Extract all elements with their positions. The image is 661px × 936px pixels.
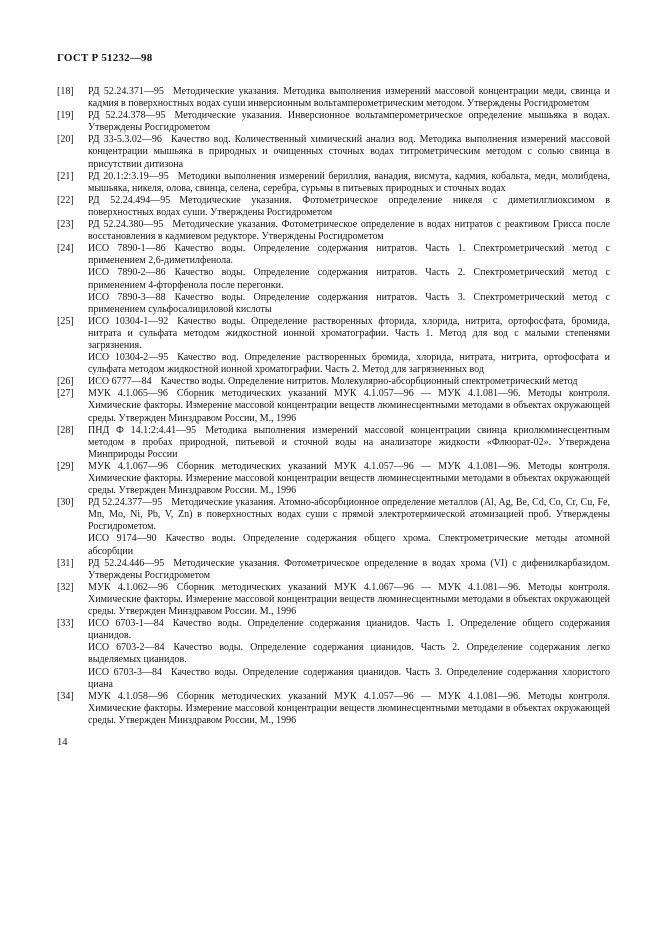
reference-entry bbox=[88, 267, 610, 291]
reference-number: [34] bbox=[57, 690, 74, 702]
reference-number: [25] bbox=[57, 315, 74, 327]
reference-item bbox=[57, 388, 610, 424]
page-number: 14 bbox=[57, 736, 68, 748]
reference-entry bbox=[88, 667, 610, 691]
reference-number: [23] bbox=[57, 219, 74, 231]
reference-number: [24] bbox=[57, 243, 74, 255]
reference-item bbox=[57, 376, 610, 388]
reference-text: Сборник методических указаний МУК 4.1.057—96 — МУК 4.1.081—96. Методы контроля. Химические факторы. Измерение массовой концентрации веществ люминесцентными методами в объектах окружающей среды. Утвержден Минздравом России. М., 1996 bbox=[88, 460, 610, 497]
reference-entries bbox=[88, 497, 610, 557]
reference-entry bbox=[88, 110, 610, 134]
reference-code: ИСО 6777—84 bbox=[88, 376, 152, 388]
reference-number: [22] bbox=[57, 194, 74, 206]
reference-number: [30] bbox=[57, 497, 74, 509]
reference-entries bbox=[88, 86, 610, 110]
references-list bbox=[57, 86, 610, 727]
reference-number: [18] bbox=[57, 86, 74, 97]
reference-code: РД 20.1:2:3.19—95 bbox=[88, 170, 169, 182]
reference-entry bbox=[88, 376, 610, 388]
reference-entries bbox=[88, 618, 610, 691]
reference-code: ИСО 7890-2—86 bbox=[88, 267, 166, 279]
document-header: ГОСТ Р 51232—98 bbox=[57, 52, 153, 64]
reference-entry bbox=[88, 425, 610, 461]
reference-entry bbox=[88, 691, 610, 727]
reference-item bbox=[57, 618, 610, 691]
reference-number: [32] bbox=[57, 581, 74, 593]
reference-code: ИСО 6703-1—84 bbox=[88, 618, 164, 630]
reference-item bbox=[57, 425, 610, 461]
reference-entries bbox=[88, 425, 610, 461]
reference-code: РД 52.24.380—95 bbox=[88, 219, 164, 231]
reference-code: ИСО 9174—90 bbox=[88, 533, 157, 545]
reference-number: [19] bbox=[57, 110, 74, 122]
reference-entries bbox=[88, 171, 610, 195]
reference-entry bbox=[88, 195, 610, 219]
reference-item bbox=[57, 171, 610, 195]
reference-number: [20] bbox=[57, 134, 74, 146]
reference-entry bbox=[88, 558, 610, 582]
reference-entry bbox=[88, 533, 610, 557]
reference-text: Методики выполнения измерений бериллия, ванадия, висмута, кадмия, кобальта, меди, молибдена, мышьяка, никеля, олова, свинца, селена, серебра, сурьмы в питьевых природных и сточных водах bbox=[88, 170, 610, 194]
reference-number: [31] bbox=[57, 557, 74, 569]
reference-code: РД 33-5.3.02—96 bbox=[88, 134, 162, 146]
reference-text: Качество воды. Определение содержания нитратов. Часть 3. Спектрометрический метод с применением сульфосалициловой кислоты bbox=[88, 291, 610, 315]
reference-code: ИСО 6703-2—84 bbox=[88, 642, 165, 654]
reference-entries bbox=[88, 691, 610, 727]
reference-item bbox=[57, 582, 610, 618]
reference-text: Качество воды. Определение содержания цианидов. Часть 3. Определение содержания хлористого циана bbox=[88, 666, 610, 690]
reference-text: Качество воды. Определение содержания цианидов. Часть 1. Определение общего содержания цианидов. bbox=[88, 618, 610, 642]
reference-number: [33] bbox=[57, 618, 74, 630]
reference-entries bbox=[88, 388, 610, 424]
reference-text: Методические указания. Фотометрическое определение никеля с диметилглиоксимом в поверхностных водах суши. Утверждены Росгидрометом bbox=[88, 194, 610, 218]
reference-entries bbox=[88, 582, 610, 618]
reference-code: ИСО 10304-2—95 bbox=[88, 352, 169, 364]
reference-item bbox=[57, 110, 610, 134]
reference-text: Методические указания. Инверсионное вольтамперометрическое определение мышьяка в водах. Утверждены Росгидрометом bbox=[88, 110, 610, 134]
reference-code: РД 52.24.494—95 bbox=[88, 194, 171, 206]
reference-item bbox=[57, 691, 610, 727]
reference-text: Сборник методических указаний МУК 4.1.067—96 — МУК 4.1.081—96. Методы контроля. Химические факторы. Измерение массовой концентрации веществ люминесцентными методами в объектах окружающей среды. Утвержден Минздравом России. М., 1996 bbox=[88, 581, 610, 618]
reference-item bbox=[57, 316, 610, 376]
reference-entry bbox=[88, 582, 610, 618]
reference-code: РД 52.24.446—95 bbox=[88, 557, 165, 569]
reference-text: Сборник методических указаний МУК 4.1.057—96 — МУК 4.1.081—96. Методы контроля. Химические факторы. Измерение массовой концентрации веществ люминесцентными методами в объектах окружающей среды. Утвержден Минздравом России, М., 1996 bbox=[88, 388, 610, 424]
reference-entries bbox=[88, 195, 610, 219]
reference-entries bbox=[88, 558, 610, 582]
reference-entry bbox=[88, 352, 610, 376]
reference-entry bbox=[88, 461, 610, 497]
reference-entry bbox=[88, 134, 610, 170]
reference-entry bbox=[88, 86, 610, 110]
reference-number: [27] bbox=[57, 388, 74, 400]
reference-code: РД 52.24.377—95 bbox=[88, 497, 163, 509]
reference-number: [26] bbox=[57, 376, 74, 388]
reference-code: ПНД Ф 14.1:2:4.41—95 bbox=[88, 424, 197, 436]
reference-text: Качество воды. Определение содержания нитратов. Часть 2. Спектрометрический метод с применением 4-фторфенола после перегонки. bbox=[88, 267, 610, 291]
reference-code: ИСО 7890-1—86 bbox=[88, 243, 166, 255]
reference-text: Качество воды. Определение нитритов. Молекулярно-абсорбционный спектрометрический метод bbox=[160, 376, 578, 388]
reference-entries bbox=[88, 376, 610, 388]
reference-text: Методические указания. Атомно-абсорбционное определение металлов (Al, Ag, Be, Cd, Co, Cr, Cu, Fe, Mn, Mo, Ni, Pb, V, Zn) в поверхностных водах суши с прямой электротермической атомизацией проб. Утверждены Росгидрометом. bbox=[88, 497, 610, 533]
reference-entries bbox=[88, 461, 610, 497]
reference-text: Качество вод. Определение растворенных бромида, хлорида, нитрата, нитрита, ортофосфата и сульфата методом жидкостной ионной хроматографии. Часть 2. Метод для загрязненных вод bbox=[88, 352, 610, 376]
reference-text: Методика выполнения измерений массовой концентрации свинца криолюминесцентным методом в пробах природной, питьевой и сточной воды на анализаторе жидкости «Флюорат-02». Утверждена Минприроды России bbox=[88, 424, 610, 460]
reference-entry bbox=[88, 171, 610, 195]
reference-number: [29] bbox=[57, 460, 74, 472]
reference-entry bbox=[88, 316, 610, 352]
reference-text: Методические указания. Методика выполнения измерений массовой концентрации меди, свинца и кадмия в поверхностных водах суши инверсионным вольтамперометрическим методом. Утверждены Росгидрометом bbox=[88, 86, 610, 110]
reference-text: Сборник методических указаний МУК 4.1.057—96 — МУК 4.1.081—96. Методы контроля. Химические факторы. Измерение массовой концентрации веществ люминесцентными методами в объектах окружающей среды. Утвержден Минздравом России, М., 1996 bbox=[88, 690, 610, 726]
reference-entry bbox=[88, 642, 610, 666]
reference-code: ИСО 10304-1—92 bbox=[88, 315, 169, 327]
reference-item bbox=[57, 558, 610, 582]
reference-item bbox=[57, 461, 610, 497]
reference-text: Методические указания. Фотометрическое определение в водах нитратов с реактивом Грисса после восстановления в кадмиевом редукторе. Утверждены Росгидрометом bbox=[88, 219, 610, 243]
reference-code: МУК 4.1.065—96 bbox=[88, 388, 168, 400]
reference-item bbox=[57, 134, 610, 170]
reference-entry bbox=[88, 497, 610, 533]
reference-code: МУК 4.1.062—96 bbox=[88, 581, 168, 593]
reference-text: Качество вод. Количественный химический анализ вод. Методика выполнения измерений массовой концентрации мышьяка в природных и очищенных сточных водах титрометрическим методом с солью свинца в присутствии дитизона bbox=[88, 134, 610, 170]
reference-entry bbox=[88, 292, 610, 316]
reference-text: Методические указания. Фотометрическое определение в водах хрома (VI) с дифенилкарбазидом. Утверждены Росгидрометом bbox=[88, 557, 610, 581]
reference-entries bbox=[88, 243, 610, 316]
reference-item bbox=[57, 243, 610, 316]
reference-code: РД 52.24.371—95 bbox=[88, 86, 164, 97]
reference-entry bbox=[88, 243, 610, 267]
reference-text: Качество воды. Определение содержания цианидов. Часть 2. Определение содержания легко выделяемых цианидов. bbox=[88, 642, 610, 666]
reference-text: Качество воды. Определение растворенных фторида, хлорида, нитрита, ортофосфата, бромида, нитрата и сульфата методом жидкостной ионной хроматографии. Часть 1. Метод для вод с малыми степенями загрязнения. bbox=[88, 315, 610, 351]
reference-code: МУК 4.1.067—96 bbox=[88, 460, 168, 472]
reference-item bbox=[57, 497, 610, 557]
reference-entry bbox=[88, 219, 610, 243]
reference-item bbox=[57, 219, 610, 243]
reference-number: [28] bbox=[57, 424, 74, 436]
reference-text: Качество воды. Определение содержания общего хрома. Спектрометрические методы атомной абсорбции bbox=[88, 533, 610, 557]
reference-code: ИСО 6703-3—84 bbox=[88, 666, 163, 678]
reference-entry bbox=[88, 388, 610, 424]
reference-text: Качество воды. Определение содержания нитратов. Часть 1. Спектрометрический метод с применением 2,6-диметилфенола. bbox=[88, 243, 610, 267]
reference-entries bbox=[88, 110, 610, 134]
reference-code: ИСО 7890-3—88 bbox=[88, 291, 166, 303]
reference-code: РД 52.24.378—95 bbox=[88, 110, 166, 122]
reference-entries bbox=[88, 134, 610, 170]
reference-entries bbox=[88, 316, 610, 376]
reference-code: МУК 4.1.058—96 bbox=[88, 690, 168, 702]
reference-item bbox=[57, 195, 610, 219]
reference-number: [21] bbox=[57, 170, 74, 182]
reference-entries bbox=[88, 219, 610, 243]
reference-item bbox=[57, 86, 610, 110]
reference-entry bbox=[88, 618, 610, 642]
